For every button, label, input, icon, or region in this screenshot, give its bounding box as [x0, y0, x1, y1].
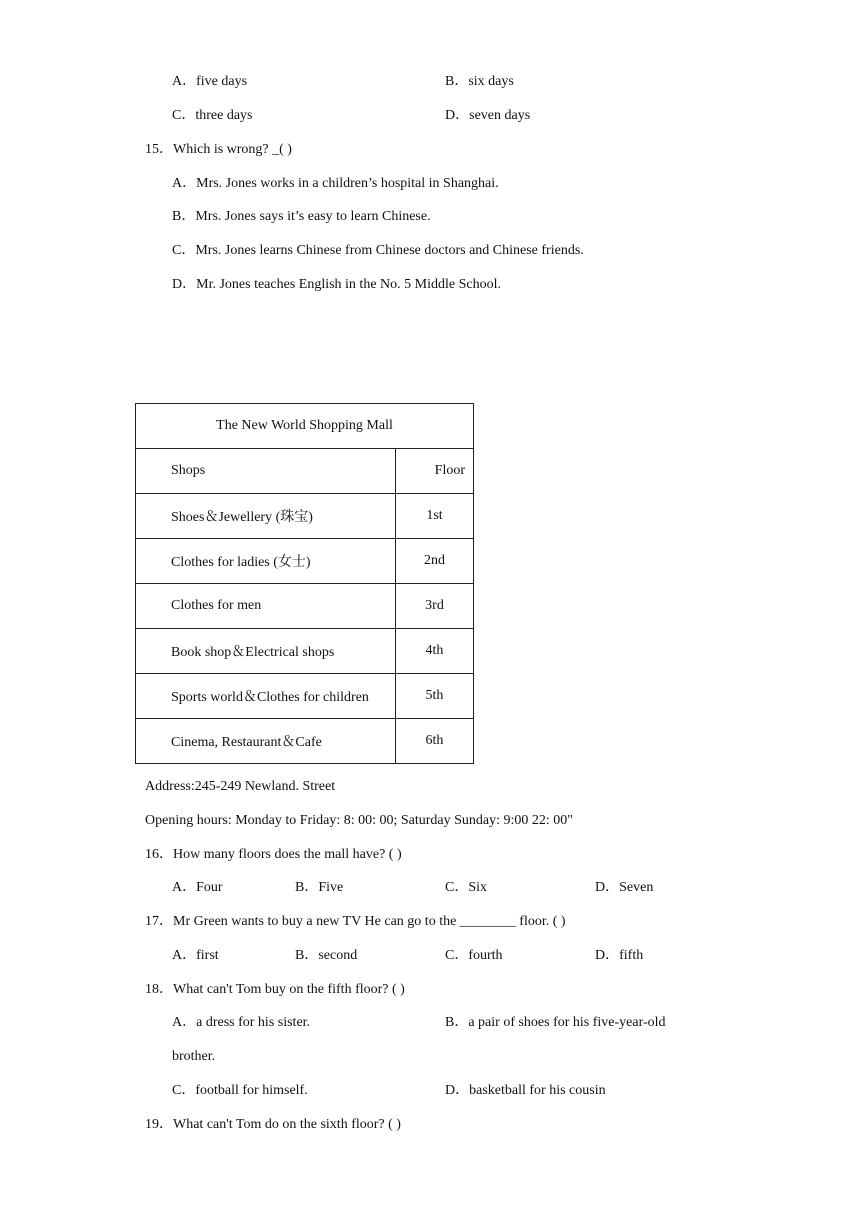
option-letter: D．	[172, 277, 197, 292]
option-text: a pair of shoes for his five-year-old	[468, 1015, 666, 1030]
shop-cell: Clothes for men	[136, 584, 396, 629]
option-text: seven days	[469, 108, 531, 123]
option-letter: C．	[172, 243, 196, 258]
table-title: The New World Shopping Mall	[136, 404, 474, 449]
table-header-row	[136, 449, 474, 494]
q18-question	[145, 981, 405, 999]
option-text: six days	[468, 74, 514, 89]
option-text: Mr. Jones teaches English in the No. 5 Middle School.	[196, 277, 501, 292]
q15-option-b	[172, 208, 431, 226]
table-row	[136, 719, 474, 764]
table-row	[136, 584, 474, 629]
floor-cell: 5th	[396, 674, 474, 719]
option-letter: B．	[172, 209, 196, 224]
option-letter: A．	[172, 1015, 197, 1030]
option-letter: D．	[595, 880, 620, 895]
q16-option-b	[295, 879, 343, 897]
q16-option-c	[445, 879, 487, 897]
table-row	[136, 629, 474, 674]
option-letter: B．	[295, 880, 319, 895]
option-text: Mrs. Jones works in a children’s hospital in Shanghai.	[196, 176, 499, 191]
q14-option-a	[172, 73, 247, 91]
q17-option-a	[172, 947, 219, 965]
option-letter: C．	[445, 880, 469, 895]
q17-option-c	[445, 947, 503, 965]
shop-cell: Cinema, Restaurant＆Cafe	[136, 719, 396, 764]
option-text: three days	[195, 108, 253, 123]
q15-option-a	[172, 175, 499, 193]
question-number: 19．	[145, 1117, 173, 1132]
option-letter: D．	[445, 1083, 470, 1098]
q18-option-d	[445, 1082, 606, 1100]
q14-option-c	[172, 107, 253, 125]
table-row	[136, 539, 474, 584]
table-row	[136, 494, 474, 539]
q18-option-b	[445, 1014, 666, 1032]
option-letter: D．	[445, 108, 470, 123]
q16-option-d	[595, 879, 653, 897]
q15-option-c	[172, 242, 584, 260]
shop-cell: Book shop＆Electrical shops	[136, 629, 396, 674]
option-text: Four	[196, 880, 223, 895]
question-text: Which is wrong? _( )	[173, 142, 292, 157]
question-number: 16．	[145, 847, 173, 862]
mall-directory-table	[135, 403, 474, 764]
question-number: 17．	[145, 914, 173, 929]
q15-question	[145, 141, 292, 159]
option-text: a dress for his sister.	[196, 1015, 311, 1030]
q14-option-d	[445, 107, 530, 125]
floor-cell: 6th	[396, 719, 474, 764]
option-text: football for himself.	[195, 1083, 308, 1098]
q17-option-b	[295, 947, 357, 965]
q14-option-b	[445, 73, 514, 91]
q17-option-d	[595, 947, 643, 965]
option-letter: C．	[172, 108, 196, 123]
shop-cell: Clothes for ladies (女士)	[136, 539, 396, 584]
q17-question	[145, 913, 566, 931]
q18-option-a	[172, 1014, 310, 1032]
option-text: fifth	[619, 948, 644, 963]
q16-option-a	[172, 879, 223, 897]
option-text: basketball for his cousin	[469, 1083, 606, 1098]
option-letter: A．	[172, 176, 197, 191]
option-letter: B．	[445, 1015, 469, 1030]
option-text: Five	[318, 880, 344, 895]
option-text: second	[318, 948, 358, 963]
q18-option-b-continuation: brother.	[172, 1049, 216, 1064]
q19-question	[145, 1116, 401, 1134]
option-letter: B．	[445, 74, 469, 89]
q18-option-c	[172, 1082, 308, 1100]
option-text: first	[196, 948, 219, 963]
option-letter: C．	[172, 1083, 196, 1098]
option-text: Mrs. Jones learns Chinese from Chinese doctors and Chinese friends.	[195, 243, 584, 258]
option-letter: C．	[445, 948, 469, 963]
option-text: Seven	[619, 880, 654, 895]
question-text: Mr Green wants to buy a new TV He can go to the ________ floor. ( )	[173, 914, 566, 929]
mall-address: Address:245-249 Newland. Street	[145, 779, 336, 794]
option-text: five days	[196, 74, 248, 89]
option-letter: A．	[172, 74, 197, 89]
q15-option-d	[172, 276, 501, 294]
header-floor: Floor	[396, 449, 474, 494]
option-letter: A．	[172, 948, 197, 963]
floor-cell: 2nd	[396, 539, 474, 584]
option-text: Six	[468, 880, 488, 895]
option-letter: A．	[172, 880, 197, 895]
shop-cell: Shoes＆Jewellery (珠宝)	[136, 494, 396, 539]
shop-cell: Sports world＆Clothes for children	[136, 674, 396, 719]
option-letter: B．	[295, 948, 319, 963]
option-letter: D．	[595, 948, 620, 963]
mall-opening-hours: Opening hours: Monday to Friday: 8: 00: 00; Saturday Sunday: 9:00 22: 00"	[145, 813, 574, 828]
table-title-row	[136, 404, 474, 449]
header-shops: Shops	[136, 449, 396, 494]
floor-cell: 4th	[396, 629, 474, 674]
question-text: How many floors does the mall have? ( )	[173, 847, 402, 862]
question-text: What can't Tom do on the sixth floor? ( )	[173, 1117, 401, 1132]
q16-question	[145, 846, 402, 864]
option-text: fourth	[468, 948, 503, 963]
question-number: 18．	[145, 982, 173, 997]
floor-cell: 3rd	[396, 584, 474, 629]
option-text: Mrs. Jones says it’s easy to learn Chinese.	[195, 209, 431, 224]
floor-cell: 1st	[396, 494, 474, 539]
question-text: What can't Tom buy on the fifth floor? ( )	[173, 982, 405, 997]
table-row	[136, 674, 474, 719]
question-number: 15．	[145, 142, 173, 157]
